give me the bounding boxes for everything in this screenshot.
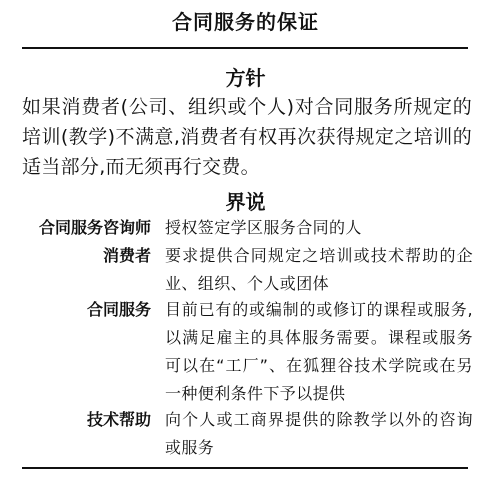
definition-term: 合同服务咨询师 [38,218,151,237]
definition-text: 目前已有的或编制的或修订的课程或服务,以满足雇主的具体服务需要。课程或服务可以在“工厂”、在狐狸谷技术学院或在另一种便利条件下予以提供 [165,300,473,403]
definition-text: 向个人或工商界提供的除教学以外的咨询或服务 [165,410,473,457]
top-divider [22,47,468,49]
definition-text: 要求提供合同规定之培训或技术帮助的企业、组织、个人或团体 [165,246,473,293]
policy-text: 如果消费者(公司、组织或个人)对合同服务所规定的培训(教学)不满意,消费者有权再次获得规定之培训的适当部分,而无须再行交费。 [22,96,472,178]
definition-term: 合同服务 [86,300,151,319]
definition-term: 消费者 [102,246,151,265]
policy-heading: 方针 [225,66,266,90]
definition-term: 技术帮助 [86,410,151,429]
bottom-divider [22,467,468,469]
definition-text: 授权签定学区服务合同的人 [165,218,362,237]
document-title: 合同服务的保证 [172,10,319,34]
definitions-heading: 界说 [225,190,266,214]
